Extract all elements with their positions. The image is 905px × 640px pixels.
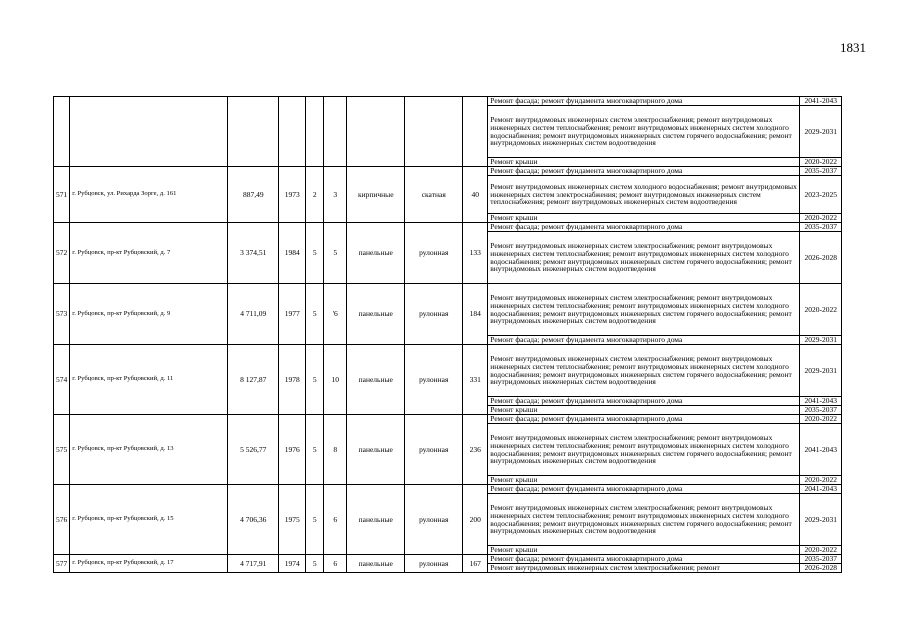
cell-residents: 133 bbox=[463, 223, 488, 284]
cell-address: г. Рубцовск, пр-кт Рубцовский, д. 15 bbox=[70, 485, 228, 555]
cell-area: 3 374,51 bbox=[228, 223, 279, 284]
cell-period: 2041-2043 bbox=[800, 424, 842, 476]
cell-roof: рулонная bbox=[405, 415, 463, 485]
cell-material: панельные bbox=[347, 555, 405, 573]
table-row bbox=[54, 555, 842, 564]
cell-year: 1973 bbox=[279, 167, 306, 223]
cell-year: 1975 bbox=[279, 485, 306, 555]
cell-roof: рулонная bbox=[405, 555, 463, 573]
cell-residents: 184 bbox=[463, 284, 488, 345]
cell-entrances: 10 bbox=[324, 345, 347, 415]
cell-work: Ремонт крыши bbox=[488, 214, 800, 223]
table-row bbox=[54, 345, 842, 397]
cell-period: 2041-2043 bbox=[800, 485, 842, 494]
cell-period: 2020-2022 bbox=[800, 284, 842, 336]
table-row bbox=[54, 167, 842, 176]
cell-roof: рулонная bbox=[405, 284, 463, 345]
cell-work: Ремонт фасада; ремонт фундамента многоквартирного дома bbox=[488, 485, 800, 494]
cell-year: 1974 bbox=[279, 555, 306, 573]
cell-period: 2029-2031 bbox=[800, 345, 842, 397]
cell-roof: рулонная bbox=[405, 345, 463, 415]
cell-floors: 5 bbox=[306, 345, 324, 415]
cell-period: 2029-2031 bbox=[800, 336, 842, 345]
cell-area: 5 526,77 bbox=[228, 415, 279, 485]
cell-period: 2041-2043 bbox=[800, 97, 842, 106]
cell-period: 2029-2031 bbox=[800, 494, 842, 546]
cell-num: 571 bbox=[54, 167, 70, 223]
cell-work: Ремонт фасада; ремонт фундамента многоквартирного дома bbox=[488, 415, 800, 424]
cell-roof: рулонная bbox=[405, 223, 463, 284]
cell-period: 2035-2037 bbox=[800, 223, 842, 232]
cell-work: Ремонт внутридомовых инженерных систем электроснабжения; ремонт внутридомовых инженерных систем теплоснабжения; ремонт внутридомовых инженерных систем холодного водоснабжения; ремонт внутридомовых инженерных систем горячего водоснабжения; ремонт внутридомовых инженерных систем водоотведения bbox=[488, 494, 800, 546]
cell-address: г. Рубцовск, пр-кт Рубцовский, д. 9 bbox=[70, 284, 228, 345]
cell-period: 2020-2022 bbox=[800, 415, 842, 424]
cell-area bbox=[228, 97, 279, 167]
cell-area: 8 127,87 bbox=[228, 345, 279, 415]
cell-material bbox=[347, 97, 405, 167]
cell-residents: 331 bbox=[463, 345, 488, 415]
cell-residents: 200 bbox=[463, 485, 488, 555]
cell-period: 2035-2037 bbox=[800, 167, 842, 176]
cell-floors: 2 bbox=[306, 167, 324, 223]
cell-roof bbox=[405, 97, 463, 167]
cell-entrances: 5 bbox=[324, 223, 347, 284]
cell-year: 1984 bbox=[279, 223, 306, 284]
cell-area: 4 706,36 bbox=[228, 485, 279, 555]
cell-work: Ремонт внутридомовых инженерных систем электроснабжения; ремонт внутридомовых инженерных систем теплоснабжения; ремонт внутридомовых инженерных систем холодного водоснабжения; ремонт внутридомовых инженерных систем горячего водоснабжения; ремонт внутридомовых инженерных систем водоотведения bbox=[488, 232, 800, 284]
cell-num: 574 bbox=[54, 345, 70, 415]
cell-period: 2026-2028 bbox=[800, 564, 842, 573]
cell-year: 1976 bbox=[279, 415, 306, 485]
cell-address: г. Рубцовск, пр-кт Рубцовский, д. 13 bbox=[70, 415, 228, 485]
cell-entrances: 6 bbox=[324, 555, 347, 573]
cell-work: Ремонт крыши bbox=[488, 158, 800, 167]
capital-repair-table bbox=[53, 96, 842, 573]
cell-period: 2029-2031 bbox=[800, 106, 842, 158]
table-row bbox=[54, 415, 842, 424]
cell-year bbox=[279, 97, 306, 167]
cell-num: 572 bbox=[54, 223, 70, 284]
cell-material: панельные bbox=[347, 485, 405, 555]
cell-material: панельные bbox=[347, 223, 405, 284]
cell-work: Ремонт внутридомовых инженерных систем электроснабжения; ремонт внутридомовых инженерных систем теплоснабжения; ремонт внутридомовых инженерных систем холодного водоснабжения; ремонт внутридомовых инженерных систем горячего водоснабжения; ремонт внутридомовых инженерных систем водоотведения bbox=[488, 424, 800, 476]
cell-floors: 5 bbox=[306, 415, 324, 485]
cell-num: 575 bbox=[54, 415, 70, 485]
cell-work: Ремонт внутридомовых инженерных систем холодного водоснабжения; ремонт внутридомовых инженерных систем электроснабжения; ремонт внутридомовых инженерных систем теплоснабжения; ремонт внутридомовых инженерных систем водоотведения bbox=[488, 176, 800, 214]
cell-entrances: 8 bbox=[324, 415, 347, 485]
cell-work: Ремонт крыши bbox=[488, 546, 800, 555]
cell-residents: 236 bbox=[463, 415, 488, 485]
cell-floors bbox=[306, 97, 324, 167]
cell-address: г. Рубцовск, пр-кт Рубцовский, д. 7 bbox=[70, 223, 228, 284]
cell-work: Ремонт фасада; ремонт фундамента многоквартирного дома bbox=[488, 97, 800, 106]
cell-period: 2020-2022 bbox=[800, 158, 842, 167]
cell-material: панельные bbox=[347, 345, 405, 415]
cell-residents: 167 bbox=[463, 555, 488, 573]
cell-address: г. Рубцовск, пр-кт Рубцовский, д. 17 bbox=[70, 555, 228, 573]
cell-work: Ремонт фасада; ремонт фундамента многоквартирного дома bbox=[488, 397, 800, 406]
cell-address: г. Рубцовск, пр-кт Рубцовский, д. 11 bbox=[70, 345, 228, 415]
cell-entrances bbox=[324, 97, 347, 167]
cell-period: 2020-2022 bbox=[800, 214, 842, 223]
table-row bbox=[54, 284, 842, 336]
cell-year: 1977 bbox=[279, 284, 306, 345]
cell-period: 2020-2022 bbox=[800, 546, 842, 555]
cell-work: Ремонт фасада; ремонт фундамента многоквартирного дома bbox=[488, 167, 800, 176]
cell-work: Ремонт фасада; ремонт фундамента многоквартирного дома bbox=[488, 223, 800, 232]
cell-num bbox=[54, 97, 70, 167]
cell-work: Ремонт крыши bbox=[488, 476, 800, 485]
cell-period: 2026-2028 bbox=[800, 232, 842, 284]
cell-num: 577 bbox=[54, 555, 70, 573]
cell-work: Ремонт внутридомовых инженерных систем электроснабжения; ремонт внутридомовых инженерных систем теплоснабжения; ремонт внутридомовых инженерных систем холодного водоснабжения; ремонт внутридомовых инженерных систем горячего водоснабжения; ремонт внутридомовых инженерных систем водоотведения bbox=[488, 345, 800, 397]
cell-floors: 5 bbox=[306, 284, 324, 345]
cell-period: 2035-2037 bbox=[800, 406, 842, 415]
cell-period: 2041-2043 bbox=[800, 397, 842, 406]
cell-work: Ремонт фасада; ремонт фундамента многоквартирного дома bbox=[488, 336, 800, 345]
table-row bbox=[54, 223, 842, 232]
cell-num: 576 bbox=[54, 485, 70, 555]
cell-work: Ремонт крыши bbox=[488, 406, 800, 415]
cell-roof: скатная bbox=[405, 167, 463, 223]
cell-roof: рулонная bbox=[405, 485, 463, 555]
cell-address bbox=[70, 97, 228, 167]
cell-address: г. Рубцовск, ул. Рихарда Зорге, д. 161 bbox=[70, 167, 228, 223]
cell-entrances: 3 bbox=[324, 167, 347, 223]
table-row bbox=[54, 97, 842, 106]
cell-num: 573 bbox=[54, 284, 70, 345]
cell-year: 1978 bbox=[279, 345, 306, 415]
cell-work: Ремонт внутридомовых инженерных систем электроснабжения; ремонт bbox=[488, 564, 800, 573]
cell-area: 4 711,09 bbox=[228, 284, 279, 345]
cell-area: 4 717,91 bbox=[228, 555, 279, 573]
cell-residents bbox=[463, 97, 488, 167]
page-number: 1831 bbox=[840, 40, 866, 55]
cell-residents: 40 bbox=[463, 167, 488, 223]
cell-material: панельные bbox=[347, 284, 405, 345]
cell-floors: 5 bbox=[306, 485, 324, 555]
cell-material: панельные bbox=[347, 415, 405, 485]
cell-entrances: '6 bbox=[324, 284, 347, 345]
cell-work: Ремонт внутридомовых инженерных систем электроснабжения; ремонт внутридомовых инженерных систем теплоснабжения; ремонт внутридомовых инженерных систем холодного водоснабжения; ремонт внутридомовых инженерных систем горячего водоснабжения; ремонт внутридомовых инженерных систем водоотведения bbox=[488, 106, 800, 158]
cell-material: кирпичные bbox=[347, 167, 405, 223]
table-row bbox=[54, 485, 842, 494]
cell-period: 2020-2022 bbox=[800, 476, 842, 485]
cell-entrances: 6 bbox=[324, 485, 347, 555]
cell-area: 887,49 bbox=[228, 167, 279, 223]
cell-period: 2023-2025 bbox=[800, 176, 842, 214]
cell-work: Ремонт внутридомовых инженерных систем электроснабжения; ремонт внутридомовых инженерных систем теплоснабжения; ремонт внутридомовых инженерных систем холодного водоснабжения; ремонт внутридомовых инженерных систем горячего водоснабжения; ремонт внутридомовых инженерных систем водоотведения bbox=[488, 284, 800, 336]
cell-floors: 5 bbox=[306, 223, 324, 284]
cell-floors: 5 bbox=[306, 555, 324, 573]
cell-period: 2035-2037 bbox=[800, 555, 842, 564]
cell-work: Ремонт фасада; ремонт фундамента многоквартирного дома bbox=[488, 555, 800, 564]
